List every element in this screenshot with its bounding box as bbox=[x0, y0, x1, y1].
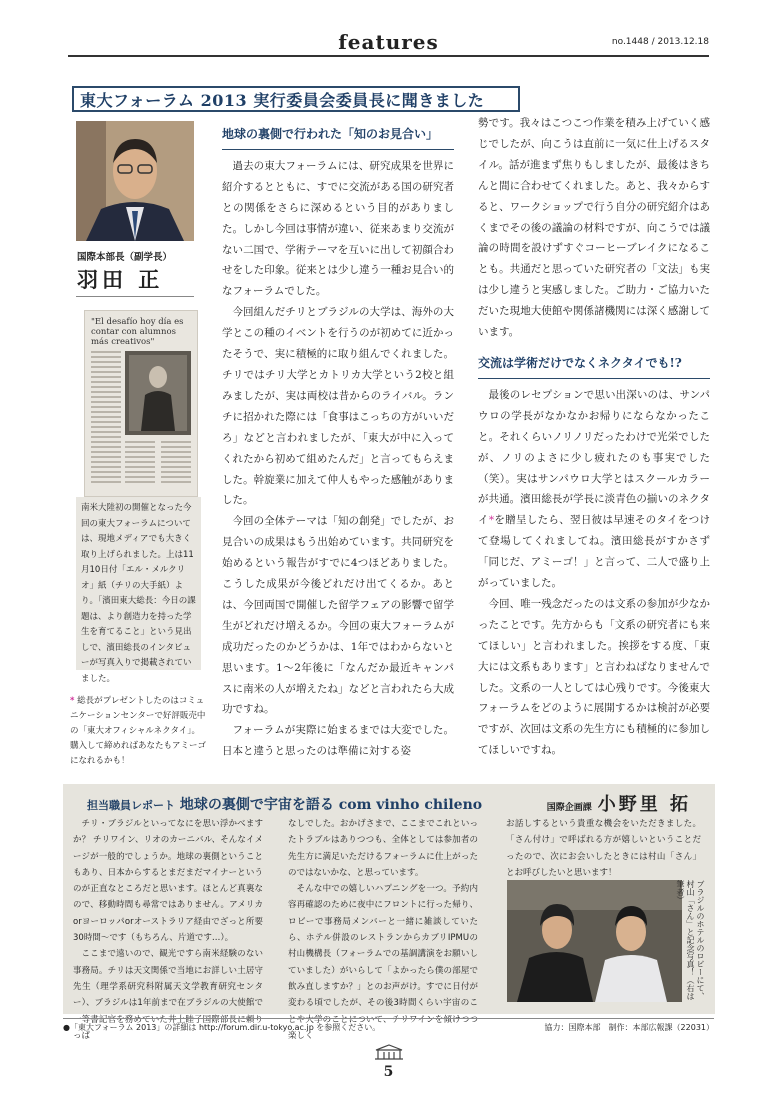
headline: 東大フォーラム 2013 実行委員会委員長に聞きました bbox=[72, 86, 520, 112]
footer-rule bbox=[63, 1018, 714, 1019]
paragraph: 今回、唯一残念だったのは文系の参加が少なかったことです。先方からも「文系の研究者にも来てほしい」と言われました。挨拶をする度、「東大には文系もあります」と言わねばなりませんでした。文系の一人としては心残りです。今後東大フォーラムをどのように展開するかは検討が必要ですが、次回は文系の先生方にも積極的に参加してほしいですね。 bbox=[478, 597, 710, 757]
paragraph: お話しするという貴重な機会をいただきました。「さん付け」で呼ばれる方が嬉しいということだったので、次にお会いしたときには村山「さん」とお呼びしたいと思います！ bbox=[506, 819, 701, 878]
article-column-1 bbox=[222, 124, 454, 762]
report-title bbox=[87, 794, 482, 814]
photo-caption: ブラジルのホテルのロビーにて、村山「さん」と記念写真！（右は筆者） bbox=[676, 880, 705, 1000]
profile-role: 国際本部長（副学長） bbox=[77, 252, 173, 263]
footer-link-note: ●「東大フォーラム 2013」の詳細は http://forum.dir.u-tokyo.ac.jp を参照ください。 bbox=[63, 1023, 381, 1032]
paragraph-part: 最後のレセプションで思い出深いのは、サンパウロの学長がなかなかお帰りにならなかったこと。それくらいノリノリだったわけで光栄でしたが、ノリのよさに少し疲れたのも事実でした（笑）。実はサンパウロ大学とはスクールカラーが共通。濱田総長が学長に淡青色の揃いのネクタイ bbox=[478, 388, 710, 527]
paragraph bbox=[478, 385, 710, 594]
profile-name: 羽田 正 bbox=[77, 267, 164, 292]
report-photo bbox=[507, 880, 682, 1002]
author-dept: 国際企画課 bbox=[546, 803, 592, 813]
tie-note bbox=[70, 694, 208, 769]
note-text: 総長がプレゼントしたのはコミュニケーションセンターで好評販売中の「東大オフィシャルネクタイ」。購入して締めればあなたもアミーゴになれるかも！ bbox=[70, 696, 207, 766]
paragraph: 今回組んだチリとブラジルの大学は、海外の大学とこの種のイベントを行うのが初めてに近かったそうで、実に積極的に取り組んでくれました。チリではチリ大学とカトリカ大学という2校と組みましたが、実は両校は昔からのライバル。ランチに招かれた際には「食事はこっちの方がいいだろ」などと言われましたが、「東大が中に入ってくれたから初めて組めたんだ」と言ってもらえました。幹旋業に加えて仲人もやった感触がありました。 bbox=[222, 306, 454, 507]
name-rule bbox=[76, 296, 194, 297]
clipping-caption: 南米大陸初の開催となった今回の東大フォーラムについては、現地メディアでも大きく取り上げられました。上は11月10日付「エル・メルクリオ」紙（チリの大手紙）より。「濱田東大総長：今日の課題は、より創造力を持った学生を育てること」という見出しで、濱田総長のインタビューが写真入りで掲載されていました。 bbox=[76, 497, 201, 670]
paragraph: ここまで遠いので、観光ですら南米経験のない事務局。チリは天文関係で当地にお詳しい土居守先生（理学系研究科附属天文学教育研究センター）、ブラジルは1年前まで在ブラジルの大使館で一等書記官を務めていた井上睦子国際部長に頼りっぱ bbox=[73, 949, 263, 1041]
paragraph: フォーラムが実際に始まるまでは大変でした。日本と違うと思ったのは準備に対する姿 bbox=[222, 724, 454, 758]
page-number: 5 bbox=[383, 1064, 394, 1080]
header-rule bbox=[68, 55, 709, 57]
clipping-title: "El desafío hoy día es contar con alumnos más creativos" bbox=[91, 317, 184, 347]
logo-icon bbox=[373, 1043, 405, 1061]
paragraph: 今回の全体テーマは「知の創発」でしたが、お見合いの成果はもう出始めています。共同研究を始めるという報告がすでに4つほどありました。こうした成果が今後どれだけ出てくるか。あとは、今回両国で開催した留学フェアの影響で留学生がどれだけ増えるか。今回の東大フォーラムが成功だったのかどうかは、1年ではわからないと思います。1〜2年後に「なんだか最近キャンパスに南米の人が増えたね」などと言われたら大成功ですね。 bbox=[222, 515, 454, 716]
footnote-star: * bbox=[488, 514, 495, 527]
report-column-1 bbox=[73, 816, 263, 1044]
paragraph: 過去の東大フォーラムには、研究成果を世界に紹介するとともに、すでに交流がある国の研究者との関係をさらに深めるという目的がありました。しかし今回は事情が違い、従来あまり交流がない二国で、学術テーマを互いに出して初顔合わせをした印象。従来とは少し違う一種お見合い的なフォーラムでした。 bbox=[222, 159, 454, 298]
paragraph: 勢です。我々はこつこつ作業を積み上げていく感じでしたが、向こうは直前に一気に仕上げるスタイル。話が進まず焦りもしましたが、最後はきちんと間に合わせてくれました。あと、我々からすると、ワークショップで行う自分の研究紹介はあくまでその後の議論の材料ですが、向こうでは議論の時間を設けずすぐコーヒーブレイクになることも。共通だと思っていた研究者の「文法」も実は少し違うと実感しました。ご助力・ご協力いただいた現地大使館や関係諸機関には深く感謝しています。 bbox=[478, 117, 710, 339]
report-author bbox=[547, 790, 691, 816]
author-name: 小野里 拓 bbox=[597, 794, 691, 815]
paragraph-part: を贈呈したら、翌日彼は早速そのタイをつけて登場してくれましてね。濱田総長がすかさず「同じだ、アミーゴ！」と言って、二人で盛り上がっていました。 bbox=[478, 514, 710, 590]
report-column-3 bbox=[506, 816, 701, 881]
report-label: 担当職員レポート bbox=[87, 799, 175, 812]
subheading-2: 交流は学術だけでなくネクタイでも!? bbox=[478, 353, 710, 379]
paragraph: チリ・ブラジルといってなにを思い浮かべますか？ チリワイン、リオのカーニバル、そんなイメージが一般的でしょうか。地球の裏側ということもあり、日本からするとまだまだマイナーというのが正直なところだと思います。ほとんど真裏なので、移動時間も尋常ではありません。アメリカorヨーロッパorオーストラリア経由でざっと所要30時間〜です（もちろん、片道です…）。 bbox=[73, 819, 263, 944]
newspaper-clipping bbox=[84, 310, 198, 497]
footer-credits: 協力：国際本部 制作：本部広報課（22031） bbox=[544, 1023, 714, 1032]
report-heading: 地球の裏側で宇宙を語る com vinho chileno bbox=[179, 797, 483, 813]
note-star: * bbox=[70, 696, 75, 706]
issue-number: no.1448 / 2013.12.18 bbox=[611, 37, 709, 47]
subheading-1: 地球の裏側で行われた「知のお見合い」 bbox=[222, 124, 454, 150]
portrait-photo bbox=[76, 121, 194, 241]
paragraph: そんな中での嬉しいハプニングを一つ。予約内容再確認のために夜中にフロントに行った帰り、ロビーで事務局メンバーと一緒に雑談していたら、ホテル併設のレストランからカブリIPMUの村山機構長（フォーラムでの基調講演をお願いしていました）がいらして「よかったら僕の部屋で飲み直しますか？」とのお声がけ。すでに日付が変わる頃でしたが、その後3時間くらい宇宙のことや大学のことについて、チリワインを傾けつつ楽しく bbox=[288, 884, 478, 1041]
paragraph: なしでした。おかげさまで、ここまでこれといったトラブルはありつつも、全体としては参加者の先生方に満足いただけるフォーラムに仕上がったのではないかな、と思っています。 bbox=[288, 819, 478, 878]
report-column-2 bbox=[288, 816, 478, 1044]
header-title: features bbox=[338, 30, 439, 54]
article-column-2 bbox=[478, 113, 710, 761]
